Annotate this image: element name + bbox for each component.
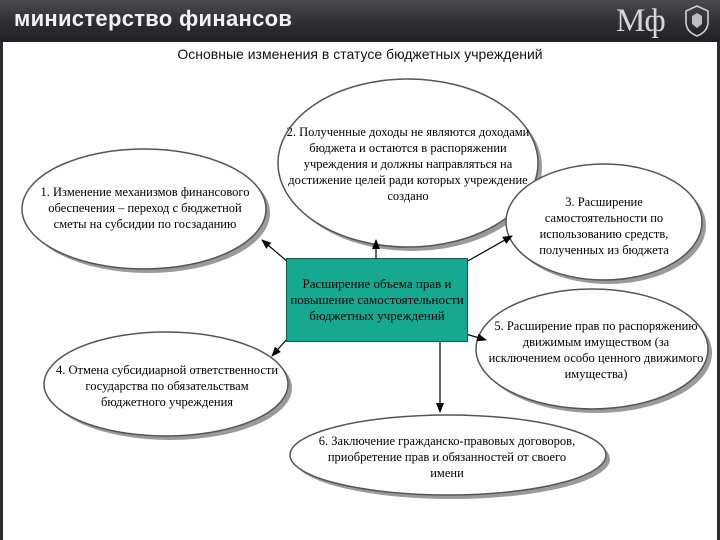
page-title: Основные изменения в статусе бюджетных учреждений [177,46,543,62]
node-3-label: 3. Расширение самостоятельности по использованию средств, полученных из бюджета [539,195,669,257]
node-2 [283,94,533,234]
center-box [286,258,468,342]
node-1 [40,160,250,256]
arrow-to-node-1 [262,240,288,262]
ministry-title: министерство финансов [14,6,293,31]
ministry-logo: Мф [616,3,665,39]
node-3 [520,180,688,272]
center-label: Расширение объема прав и повышение самостоятельности бюджетных учреждений [290,276,464,323]
node-5 [488,298,704,402]
node-4 [52,346,282,426]
node-6 [318,426,576,488]
node-2-label: 2. Полученные доходы не являются доходами бюджета и остаются в распоряжении учреждения и должны направляться на достижение целей ради которых учреждение создано [286,125,530,203]
node-6-label: 6. Заключение гражданско-правовых договоров, приобретение прав и обязанностей от своего имени [318,434,576,480]
node-1-label: 1. Изменение механизмов финансового обеспечения – переход с бюджетной сметы на субсидии по госзаданию [40,185,250,231]
node-4-label: 4. Отмена субсидиарной ответственности государства по обязательствам бюджетного учреждения [55,363,279,409]
node-5-label: 5. Расширение прав по распоряжению движимым имуществом (за исключением особо ценного движимого имущества) [488,319,704,381]
